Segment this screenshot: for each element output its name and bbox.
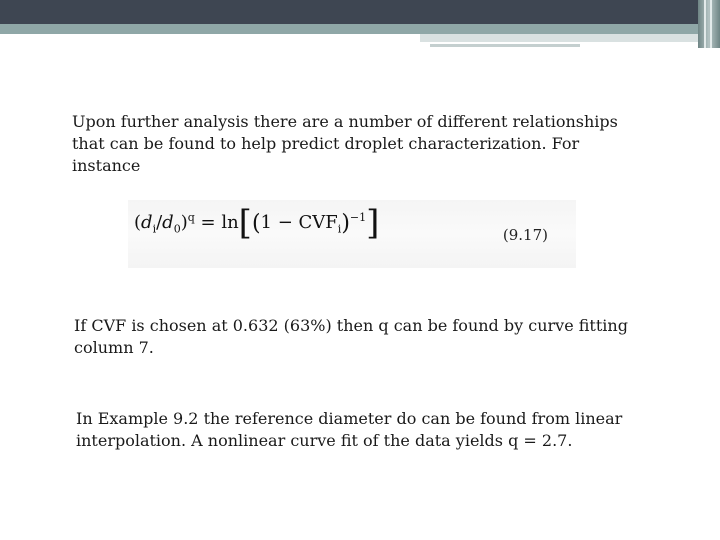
paragraph-cvf: If CVF is chosen at 0.632 (63%) then q can be found by curve fitting column 7. <box>74 316 628 357</box>
equation-expression: $(d_i/d_0)^q = \ln[(1 - CVF_i)^{-1}]$ <box>134 203 380 243</box>
eq-equals-ln: = ln <box>200 212 239 233</box>
eq-d-i: d <box>141 212 153 233</box>
accent-line <box>430 44 580 47</box>
eq-sub-i: i <box>152 222 157 236</box>
equation-number: (9.17) <box>502 226 548 244</box>
eq-d-0: d <box>162 212 174 233</box>
eq-one-minus-cvf: 1 − CVF <box>260 212 338 233</box>
eq-cvf-sub: i <box>337 222 342 236</box>
equation-image <box>128 200 576 268</box>
corner-stripe <box>710 0 712 48</box>
accent-band <box>0 24 700 34</box>
eq-sub-0: 0 <box>173 222 181 236</box>
title-bar-band <box>0 0 720 24</box>
accent-band-light <box>420 34 700 42</box>
paragraph-example: In Example 9.2 the reference diameter do can be found from linear interpolation. A nonlinear curve fit of the data yields q = 2.7. <box>76 409 623 450</box>
eq-exponent-q: q <box>187 211 195 224</box>
corner-decoration <box>698 0 720 48</box>
eq-inverse-exponent: −1 <box>349 211 367 224</box>
corner-stripe <box>704 0 706 48</box>
paragraph-intro: Upon further analysis there are a number of different relationships that can be found to help predict droplet characterization. For instance <box>72 112 618 175</box>
